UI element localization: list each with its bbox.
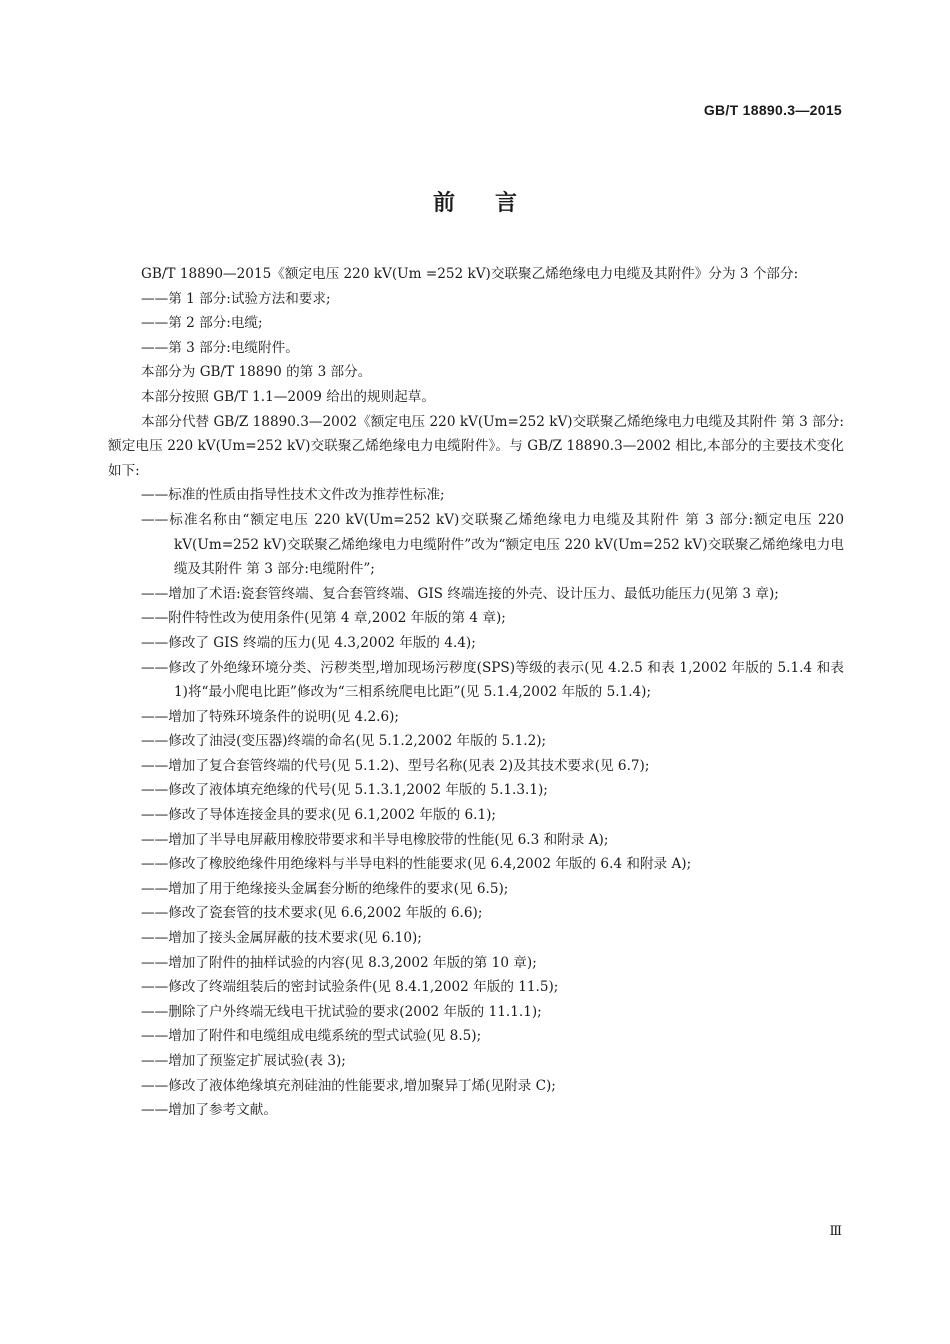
list-item: ——增加了用于绝缘接头金属套分断的绝缘件的要求(见 6.5); — [141, 880, 509, 897]
list-item: ——修改了液体绝缘填充剂硅油的性能要求,增加聚异丁烯(见附录 C); — [141, 1077, 556, 1094]
paragraph: 本部分按照 GB/T 1.1—2009 给出的规则起草。 — [141, 388, 435, 405]
list-item: ——附件特性改为使用条件(见第 4 章,2002 年版的第 4 章); — [141, 610, 506, 627]
list-item: ——修改了橡胶绝缘件用绝缘料与半导电料的性能要求(见 6.4,2002 年版的 6.4 和附录 A); — [141, 856, 692, 873]
list-item: ——修改了 GIS 终端的压力(见 4.3,2002 年版的 4.4); — [141, 634, 476, 651]
list-item: ——修改了瓷套管的技术要求(见 6.6,2002 年版的 6.6); — [141, 905, 483, 922]
page-title: 前言 — [432, 191, 557, 216]
paragraph: 本部分代替 GB/Z 18890.3—2002《额定电压 220 kV(Um=252 kV)交联聚乙烯绝缘电力电缆及其附件 第 3 部分:额定电压 220 kV(Um=252 kV)交联聚乙烯绝缘电力电缆附件》。与 GB/Z 18890.3—2002 相比,本部分的主要技术变化如下: — [108, 413, 844, 479]
list-item: ——增加了半导电屏蔽用橡胶带要求和半导电橡胶带的性能(见 6.3 和附录 A); — [141, 831, 609, 848]
list-item: ——第 2 部分:电缆; — [141, 315, 263, 332]
paragraph: 本部分为 GB/T 18890 的第 3 部分。 — [141, 364, 372, 381]
list-item: ——增加了附件的抽样试验的内容(见 8.3,2002 年版的第 10 章); — [141, 954, 537, 971]
list-item: ——第 1 部分:试验方法和要求; — [141, 290, 331, 307]
list-item: ——增加了复合套管终端的代号(见 5.1.2)、型号名称(见表 2)及其技术要求(见 6.7); — [141, 757, 650, 774]
list-item: ——增加了附件和电缆组成电缆系统的型式试验(见 8.5); — [141, 1028, 482, 1045]
changes-list — [108, 483, 844, 1122]
list-item: ——修改了终端组装后的密封试验条件(见 8.4.1,2002 年版的 11.5); — [141, 979, 559, 996]
list-item: ——第 3 部分:电缆附件。 — [141, 339, 299, 356]
list-item: ——增加了特殊环境条件的说明(见 4.2.6); — [141, 708, 400, 725]
parts-list — [108, 287, 844, 361]
list-item: ——增加了术语:瓷套管终端、复合套管终端、GIS 终端连接的外壳、设计压力、最低功能压力(见第 3 章); — [141, 585, 779, 602]
intro-paragraph: GB/T 18890—2015《额定电压 220 kV(Um =252 kV)交联聚乙烯绝缘电力电缆及其附件》分为 3 个部分: — [141, 266, 799, 282]
list-item: ——修改了液体填充绝缘的代号(见 5.1.3.1,2002 年版的 5.1.3.1); — [141, 782, 548, 799]
list-item: ——删除了户外终端无线电干扰试验的要求(2002 年版的 11.1.1); — [141, 1003, 542, 1020]
list-item: ——增加了接头金属屏蔽的技术要求(见 6.10); — [141, 930, 422, 947]
list-item: ——标准名称由“额定电压 220 kV(Um=252 kV)交联聚乙烯绝缘电力电缆及其附件 第 3 部分:额定电压 220 kV(Um=252 kV)交联聚乙烯绝缘电力电缆附件”改为“额定电压 220 kV(Um=252 kV)交联聚乙烯绝缘电力电缆及其附件 第 3 部分:电缆附件”; — [141, 511, 844, 578]
list-item: ——修改了导体连接金具的要求(见 6.1,2002 年版的 6.1); — [141, 807, 496, 824]
standard-number: GB/T 18890.3—2015 — [703, 102, 842, 118]
document-body — [108, 262, 844, 1123]
list-item: ——标准的性质由指导性技术文件改为推荐性标准; — [141, 487, 445, 504]
page-number: Ⅲ — [829, 1224, 842, 1239]
list-item: ——修改了外绝缘环境分类、污秽类型,增加现场污秽度(SPS)等级的表示(见 4.2.5 和表 1,2002 年版的 5.1.4 和表 1)将“最小爬电比距”修改为“三相系统爬电比距”(见 5.1.4,2002 年版的 5.1.4); — [141, 659, 844, 701]
list-item: ——增加了参考文献。 — [141, 1102, 277, 1119]
list-item: ——增加了预鉴定扩展试验(表 3); — [141, 1053, 346, 1069]
list-item: ——修改了油浸(变压器)终端的命名(见 5.1.2,2002 年版的 5.1.2); — [141, 733, 547, 750]
